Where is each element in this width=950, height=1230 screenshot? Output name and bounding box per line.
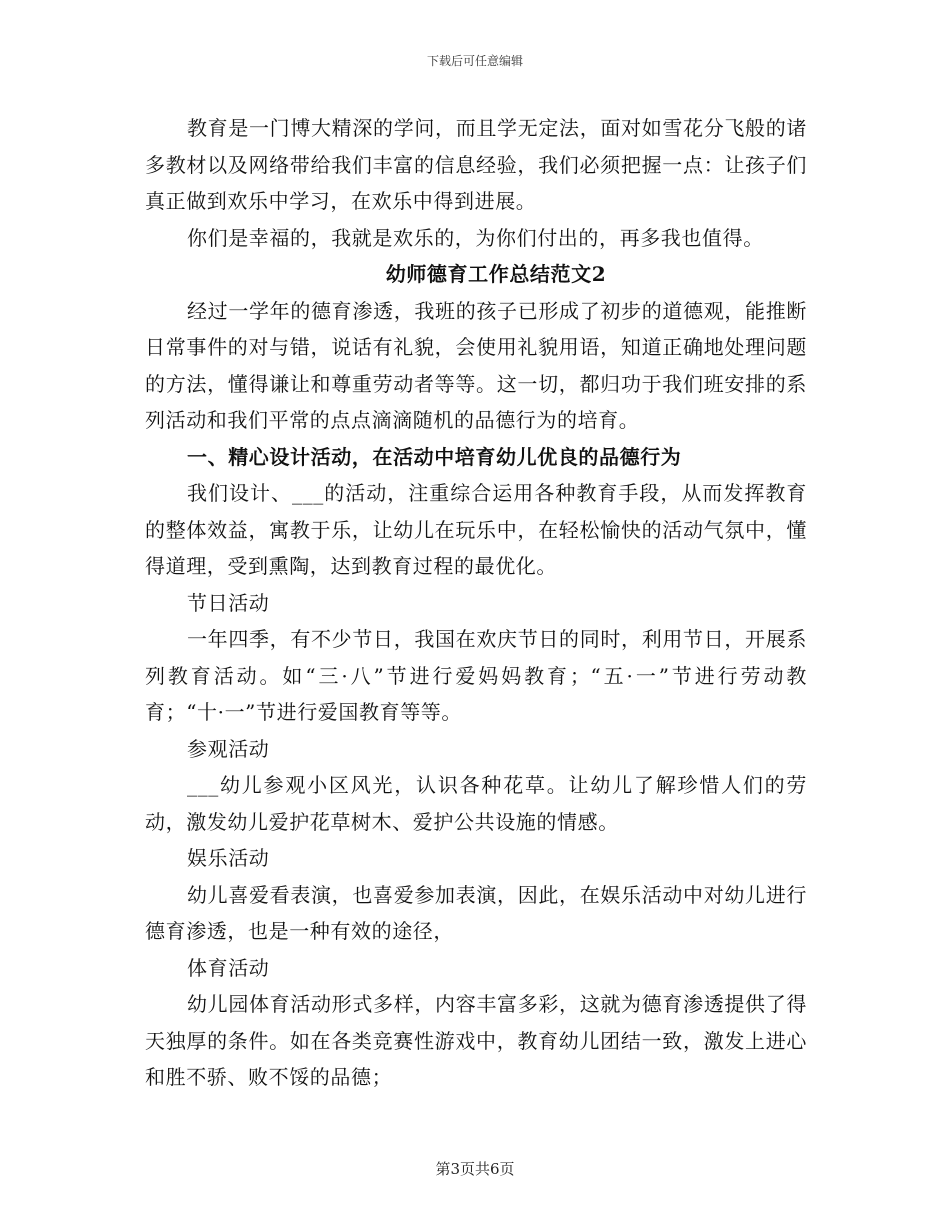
paragraph: 经过一学年的德育渗透，我班的孩子已形成了初步的道德观，能推断日常事件的对与错，说话有礼貌，会使用礼貌用语，知道正确地处理问题的方法，懂得谦让和尊重劳动者等等。这一切，都归功于我们班安排的系列活动和我们平常的点点滴滴随机的品德行为的培育。 (145, 298, 807, 432)
activity-heading: 节日活动 (187, 590, 270, 615)
paragraph: 幼儿喜爱看表演，也喜爱参加表演，因此，在娱乐活动中对幼儿进行德育渗透，也是一种有效的途径， (145, 882, 807, 943)
subsection-heading: 一、精心设计活动，在活动中培育幼儿优良的品德行为 (187, 444, 682, 469)
document-body (145, 110, 807, 1096)
paragraph: 你们是幸福的，我就是欢乐的，为你们付出的，再多我也值得。 (187, 225, 764, 250)
paragraph: 幼儿园体育活动形式多样，内容丰富多彩，这就为德育渗透提供了得天独厚的条件。如在各类竞赛性游戏中，教育幼儿团结一致，激发上进心和胜不骄、败不馁的品德； (145, 992, 807, 1089)
page-footer: 第3页共6页 (435, 1160, 515, 1178)
section-title: 幼师德育工作总结范文2 (385, 262, 607, 286)
paragraph: 一年四季，有不少节日，我国在欢庆节日的同时，利用节日，开展系列教育活动。如“三·八”节进行爱妈妈教育；“五·一”节进行劳动教育；“十·一”节进行爱国教育等等。 (145, 627, 807, 724)
activity-heading: 参观活动 (187, 736, 270, 761)
page-header: 下载后可任意编辑 (426, 54, 523, 68)
paragraph: 我们设计、___的活动，注重综合运用各种教育手段，从而发挥教育的整体效益，寓教于乐，让幼儿在玩乐中，在轻松愉快的活动气氛中，懂得道理，受到熏陶，达到教育过程的最优化。 (145, 481, 807, 578)
activity-heading: 娱乐活动 (187, 846, 270, 870)
activity-heading: 体育活动 (187, 955, 270, 980)
paragraph: ___幼儿参观小区风光，认识各种花草。让幼儿了解珍惜人们的劳动，激发幼儿爱护花草树木、爱护公共设施的情感。 (145, 773, 807, 834)
paragraph: 教育是一门博大精深的学问，而且学无定法，面对如雪花分飞般的诸多教材以及网络带给我们丰富的信息经验，我们必须把握一点：让孩子们真正做到欢乐中学习，在欢乐中得到进展。 (145, 116, 807, 213)
